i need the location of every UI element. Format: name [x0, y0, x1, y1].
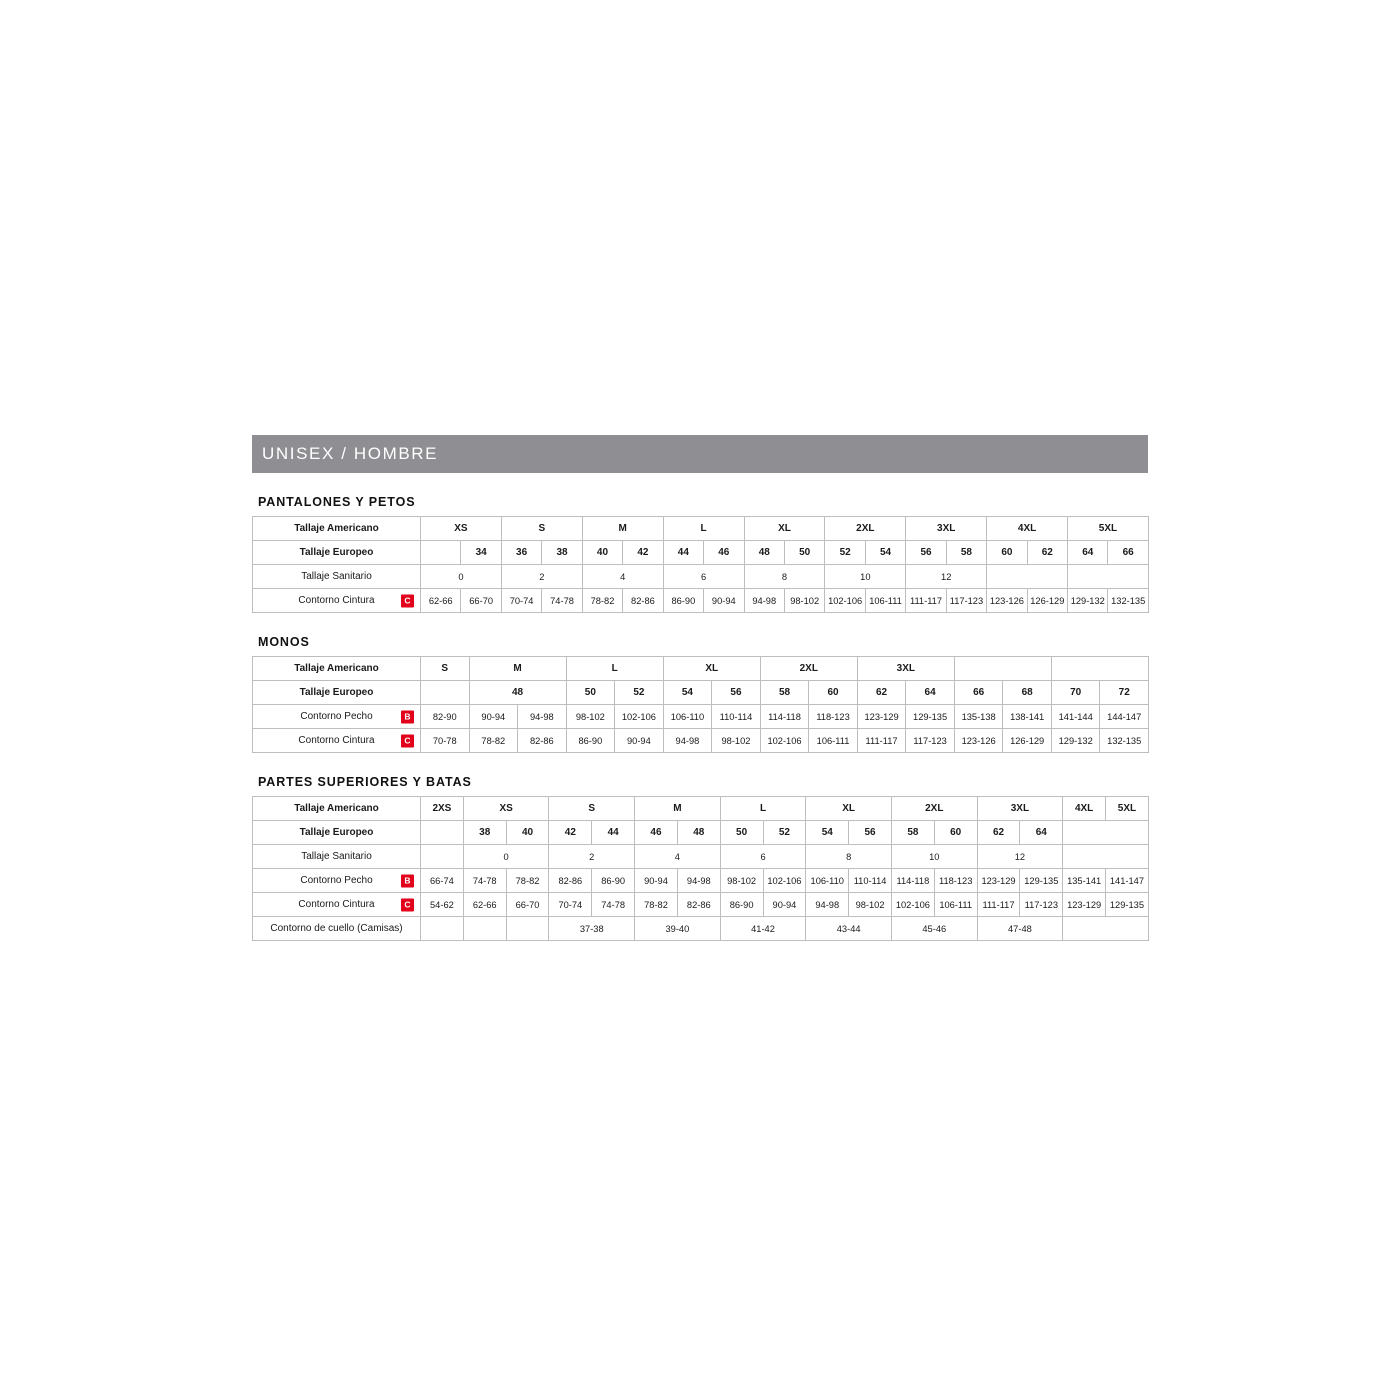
table-cell: [1051, 657, 1148, 681]
row-label: [253, 797, 421, 821]
table-cell: 98-102: [712, 729, 761, 753]
table-cell: [421, 917, 464, 941]
table-cell: 117-123: [946, 589, 986, 613]
table-cell: 110-114: [849, 869, 892, 893]
table-cell: 70: [1051, 681, 1100, 705]
table-cell: M: [469, 657, 566, 681]
table-cell: 42: [549, 821, 592, 845]
table-cell: S: [421, 657, 470, 681]
table-cell: 50: [566, 681, 615, 705]
table-cell: 82-86: [623, 589, 663, 613]
chart-section: [252, 775, 1148, 941]
table-cell: [1063, 845, 1149, 869]
table-cell: 40: [582, 541, 622, 565]
table-cell: 62-66: [463, 893, 506, 917]
table-cell: 72: [1100, 681, 1149, 705]
table-cell: 78-82: [506, 869, 549, 893]
table-cell: 2: [549, 845, 635, 869]
table-cell: 86-90: [720, 893, 763, 917]
row-label: [253, 541, 421, 565]
table-cell: 52: [615, 681, 664, 705]
table-cell: 82-86: [518, 729, 567, 753]
table-cell: 98-102: [720, 869, 763, 893]
table-cell: 56: [712, 681, 761, 705]
table-cell: 66-70: [506, 893, 549, 917]
table-cell: 138-141: [1003, 705, 1052, 729]
table-cell: 0: [421, 565, 502, 589]
row-label: [253, 565, 421, 589]
table-cell: 8: [744, 565, 825, 589]
table-cell: 106-111: [809, 729, 858, 753]
table-row: [253, 845, 1149, 869]
table-row: [253, 657, 1149, 681]
table-cell: 118-123: [809, 705, 858, 729]
table-cell: [954, 657, 1051, 681]
table-row: [253, 893, 1149, 917]
table-cell: 62: [977, 821, 1020, 845]
table-cell: 86-90: [566, 729, 615, 753]
table-cell: 50: [784, 541, 824, 565]
table-cell: 74-78: [463, 869, 506, 893]
table-row: [253, 705, 1149, 729]
table-row: [253, 517, 1149, 541]
table-cell: 2XL: [825, 517, 906, 541]
table-cell: 4: [635, 845, 721, 869]
waist-measure-badge-icon: C: [401, 594, 414, 607]
section-title: PANTALONES Y PETOS: [258, 495, 416, 509]
table-cell: 6: [663, 565, 744, 589]
table-cell: L: [663, 517, 744, 541]
table-cell: 117-123: [906, 729, 955, 753]
table-cell: 3XL: [977, 797, 1063, 821]
table-cell: 12: [906, 565, 987, 589]
table-cell: 48: [744, 541, 784, 565]
table-cell: 56: [849, 821, 892, 845]
table-cell: [421, 681, 470, 705]
table-row: [253, 541, 1149, 565]
chart-section: [252, 495, 1148, 613]
table-cell: 5XL: [1068, 517, 1149, 541]
table-cell: M: [582, 517, 663, 541]
chest-measure-badge-icon: B: [401, 874, 414, 887]
row-label-text: Tallaje Europeo: [299, 687, 374, 698]
table-cell: 64: [1020, 821, 1063, 845]
table-cell: 64: [906, 681, 955, 705]
table-cell: 60: [809, 681, 858, 705]
table-cell: 123-129: [1063, 893, 1106, 917]
table-row: [253, 917, 1149, 941]
table-cell: 34: [461, 541, 501, 565]
table-cell: 78-82: [582, 589, 622, 613]
table-cell: 111-117: [857, 729, 906, 753]
table-cell: 54-62: [421, 893, 464, 917]
table-cell: [1068, 565, 1149, 589]
table-cell: 86-90: [592, 869, 635, 893]
table-cell: 90-94: [469, 705, 518, 729]
table-cell: 12: [977, 845, 1063, 869]
table-cell: 3XL: [857, 657, 954, 681]
table-cell: 106-110: [806, 869, 849, 893]
row-label-text: Tallaje Americano: [294, 803, 379, 814]
section-title: PARTES SUPERIORES Y BATAS: [258, 775, 472, 789]
table-cell: 54: [663, 681, 712, 705]
table-cell: 110-114: [712, 705, 761, 729]
table-cell: 2XL: [891, 797, 977, 821]
table-cell: 50: [720, 821, 763, 845]
table-cell: 98-102: [566, 705, 615, 729]
table-cell: 126-129: [1003, 729, 1052, 753]
table-cell: 64: [1068, 541, 1108, 565]
table-cell: 102-106: [825, 589, 865, 613]
row-label-text: Tallaje Sanitario: [301, 851, 372, 862]
table-cell: 129-132: [1051, 729, 1100, 753]
waist-measure-badge-icon: C: [401, 898, 414, 911]
table-cell: 47-48: [977, 917, 1063, 941]
table-row: [253, 565, 1149, 589]
table-row: [253, 681, 1149, 705]
section-title: MONOS: [258, 635, 310, 649]
table-cell: 90-94: [763, 893, 806, 917]
table-cell: 10: [891, 845, 977, 869]
table-cell: 52: [763, 821, 806, 845]
table-cell: 126-129: [1027, 589, 1067, 613]
row-label-text: Tallaje Americano: [294, 523, 379, 534]
table-cell: 102-106: [763, 869, 806, 893]
table-cell: 3XL: [906, 517, 987, 541]
row-label: [253, 869, 421, 893]
table-cell: [421, 845, 464, 869]
table-row: [253, 821, 1149, 845]
table-cell: XL: [663, 657, 760, 681]
table-cell: 82-90: [421, 705, 470, 729]
row-label-text: Tallaje Sanitario: [301, 571, 372, 582]
table-cell: 8: [806, 845, 892, 869]
row-label-text: Contorno Cintura: [298, 595, 375, 606]
size-table: [252, 656, 1149, 753]
table-cell: 62: [857, 681, 906, 705]
table-cell: 90-94: [635, 869, 678, 893]
table-cell: 52: [825, 541, 865, 565]
table-cell: 129-132: [1068, 589, 1108, 613]
table-cell: L: [720, 797, 806, 821]
table-row: [253, 589, 1149, 613]
table-cell: XL: [806, 797, 892, 821]
table-cell: 144-147: [1100, 705, 1149, 729]
table-cell: 129-135: [906, 705, 955, 729]
table-cell: 90-94: [615, 729, 664, 753]
table-cell: 4XL: [987, 517, 1068, 541]
table-cell: 46: [635, 821, 678, 845]
table-cell: XL: [744, 517, 825, 541]
table-cell: 45-46: [891, 917, 977, 941]
table-cell: 48: [677, 821, 720, 845]
table-cell: 70-78: [421, 729, 470, 753]
table-cell: 62: [1027, 541, 1067, 565]
table-cell: 66-74: [421, 869, 464, 893]
row-label-text: Contorno Pecho: [300, 875, 373, 886]
table-cell: 36: [501, 541, 541, 565]
table-cell: 58: [946, 541, 986, 565]
table-cell: 90-94: [704, 589, 744, 613]
table-cell: 102-106: [615, 705, 664, 729]
table-cell: 40: [506, 821, 549, 845]
table-cell: 10: [825, 565, 906, 589]
table-cell: [506, 917, 549, 941]
table-cell: 38: [542, 541, 582, 565]
table-cell: XS: [421, 517, 502, 541]
table-cell: 70-74: [501, 589, 541, 613]
table-cell: 94-98: [677, 869, 720, 893]
table-cell: 4: [582, 565, 663, 589]
table-cell: 78-82: [635, 893, 678, 917]
table-cell: 54: [865, 541, 905, 565]
table-cell: 43-44: [806, 917, 892, 941]
row-label-text: Tallaje Europeo: [299, 827, 374, 838]
table-cell: 2XS: [421, 797, 464, 821]
table-cell: 106-111: [865, 589, 905, 613]
table-cell: 42: [623, 541, 663, 565]
table-cell: 129-135: [1020, 869, 1063, 893]
table-cell: 132-135: [1108, 589, 1148, 613]
table-cell: 114-118: [891, 869, 934, 893]
table-cell: 102-106: [760, 729, 809, 753]
table-cell: 106-110: [663, 705, 712, 729]
table-cell: 2: [501, 565, 582, 589]
table-cell: 44: [592, 821, 635, 845]
table-cell: M: [635, 797, 721, 821]
table-row: [253, 729, 1149, 753]
row-label: [253, 845, 421, 869]
table-cell: 114-118: [760, 705, 809, 729]
waist-measure-badge-icon: C: [401, 734, 414, 747]
table-cell: 68: [1003, 681, 1052, 705]
row-label: [253, 893, 421, 917]
row-label: [253, 681, 421, 705]
table-cell: 82-86: [677, 893, 720, 917]
table-row: [253, 869, 1149, 893]
row-label-text: Contorno Pecho: [300, 711, 373, 722]
table-cell: 58: [760, 681, 809, 705]
size-table: [252, 516, 1149, 613]
table-cell: 123-129: [857, 705, 906, 729]
table-cell: 60: [987, 541, 1027, 565]
table-cell: 0: [463, 845, 549, 869]
table-cell: 111-117: [906, 589, 946, 613]
table-cell: [421, 821, 464, 845]
table-cell: 132-135: [1100, 729, 1149, 753]
table-cell: 66-70: [461, 589, 501, 613]
table-cell: 62-66: [421, 589, 461, 613]
table-cell: S: [549, 797, 635, 821]
table-cell: 70-74: [549, 893, 592, 917]
size-chart-sheet: [252, 435, 1148, 941]
table-cell: 123-126: [954, 729, 1003, 753]
table-cell: 98-102: [849, 893, 892, 917]
table-cell: 6: [720, 845, 806, 869]
row-label: [253, 821, 421, 845]
table-cell: 37-38: [549, 917, 635, 941]
sections-container: [252, 495, 1148, 941]
table-cell: 94-98: [518, 705, 567, 729]
table-cell: [463, 917, 506, 941]
row-label-text: Contorno de cuello (Camisas): [270, 923, 403, 934]
table-cell: S: [501, 517, 582, 541]
table-cell: 123-126: [987, 589, 1027, 613]
table-cell: 135-138: [954, 705, 1003, 729]
table-cell: [1063, 917, 1149, 941]
table-cell: 94-98: [663, 729, 712, 753]
row-label: [253, 657, 421, 681]
table-cell: 5XL: [1106, 797, 1149, 821]
table-cell: 123-129: [977, 869, 1020, 893]
size-table: [252, 796, 1149, 941]
table-cell: 106-111: [934, 893, 977, 917]
chest-measure-badge-icon: B: [401, 710, 414, 723]
table-cell: XS: [463, 797, 549, 821]
row-label-text: Tallaje Europeo: [299, 547, 374, 558]
table-cell: 66: [1108, 541, 1148, 565]
table-cell: 141-144: [1051, 705, 1100, 729]
row-label: [253, 705, 421, 729]
table-cell: [421, 541, 461, 565]
table-cell: 118-123: [934, 869, 977, 893]
section-banner-unisex-hombre: UNISEX / HOMBRE: [252, 435, 1148, 473]
table-cell: 39-40: [635, 917, 721, 941]
table-cell: 66: [954, 681, 1003, 705]
table-cell: 48: [469, 681, 566, 705]
table-cell: 44: [663, 541, 703, 565]
table-cell: 74-78: [592, 893, 635, 917]
table-cell: 56: [906, 541, 946, 565]
table-cell: 82-86: [549, 869, 592, 893]
table-cell: [1063, 821, 1149, 845]
table-cell: 102-106: [891, 893, 934, 917]
table-cell: 141-147: [1106, 869, 1149, 893]
table-cell: 94-98: [744, 589, 784, 613]
row-label: [253, 517, 421, 541]
table-cell: 117-123: [1020, 893, 1063, 917]
table-cell: 129-135: [1106, 893, 1149, 917]
table-cell: 38: [463, 821, 506, 845]
row-label-text: Tallaje Americano: [294, 663, 379, 674]
table-row: [253, 797, 1149, 821]
table-cell: 86-90: [663, 589, 703, 613]
table-cell: 58: [891, 821, 934, 845]
table-cell: 74-78: [542, 589, 582, 613]
table-cell: 78-82: [469, 729, 518, 753]
table-cell: 111-117: [977, 893, 1020, 917]
row-label-text: Contorno Cintura: [298, 899, 375, 910]
chart-section: [252, 635, 1148, 753]
table-cell: 41-42: [720, 917, 806, 941]
row-label: [253, 729, 421, 753]
table-cell: [987, 565, 1068, 589]
table-cell: 4XL: [1063, 797, 1106, 821]
row-label: [253, 589, 421, 613]
table-cell: 60: [934, 821, 977, 845]
row-label: [253, 917, 421, 941]
table-cell: 135-141: [1063, 869, 1106, 893]
table-cell: L: [566, 657, 663, 681]
table-cell: 2XL: [760, 657, 857, 681]
row-label-text: Contorno Cintura: [298, 735, 375, 746]
table-cell: 98-102: [784, 589, 824, 613]
table-cell: 46: [704, 541, 744, 565]
table-cell: 54: [806, 821, 849, 845]
table-cell: 94-98: [806, 893, 849, 917]
